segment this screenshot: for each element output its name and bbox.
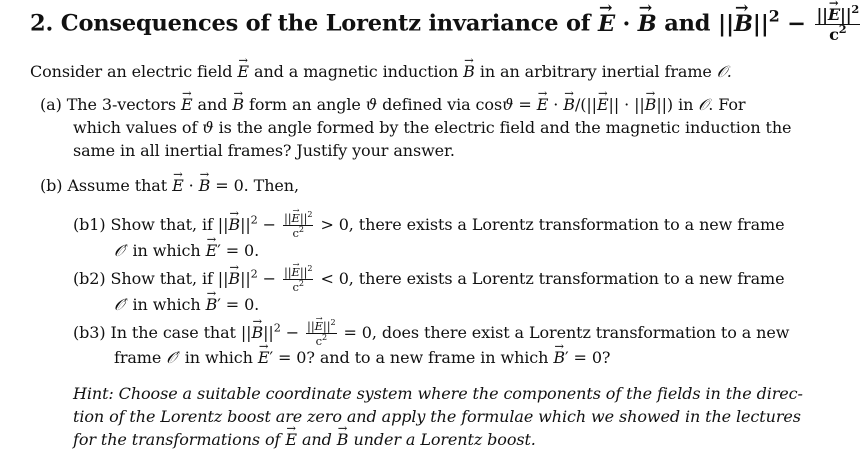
item-b1-text-1: Show that, if bbox=[110, 215, 213, 235]
item-a-text-5: in bbox=[678, 95, 694, 114]
title-formula-dot: → E · → B bbox=[598, 11, 657, 37]
item-a-text-3: form an angle bbox=[249, 95, 361, 114]
math-B: → B bbox=[463, 62, 475, 81]
item-a-text-1: The 3-vectors bbox=[66, 95, 176, 114]
item-a-text-2: and bbox=[197, 95, 228, 114]
title-formula-invariant: ||→ $B||^2$ − $\frac{||\to E||^2}{c^2}$ bbox=[718, 11, 862, 37]
intro-text-1: Consider an electric field bbox=[30, 62, 233, 81]
problem-title bbox=[30, 2, 862, 44]
item-b-text-1: Assume that bbox=[67, 176, 168, 195]
hint-line-2 bbox=[73, 407, 801, 426]
item-b3-label: (b3) bbox=[73, 323, 106, 343]
item-b3-text-4: in which bbox=[184, 348, 253, 367]
item-a-line-1: (a) The 3-vectors → E and → B form an angle ϑ defined via cosϑ = → E · → B/(||→ E|| · ||→ B||) in 𝒪. For bbox=[40, 95, 745, 115]
item-b3-text-2: = 0, does there exist a Lorentz transformation to a new bbox=[343, 323, 790, 343]
item-a-text-9: same in all inertial frames? Justify your answer. bbox=[73, 141, 455, 160]
item-b3-line-1: (b3) In the case that ||→ $B||^2$ − $\frac{||\to E||^2}{c^2}$ = 0, does there exist a Lorentz transformation to a new bbox=[73, 320, 789, 347]
item-a-line-2: which values of ϑ is the angle formed by the electric field and the magnetic induction the bbox=[73, 118, 792, 137]
item-a-text-6: . For bbox=[708, 95, 746, 114]
hint-text-2: tion of the Lorentz boost are zero and apply the formulae which we showed in the lectures bbox=[73, 407, 801, 426]
item-b2-label: (b2) bbox=[73, 269, 106, 289]
intro-line bbox=[30, 62, 732, 82]
hint-text-1: Hint: Choose a suitable coordinate system where the components of the fields in the direc- bbox=[73, 384, 803, 403]
item-b1-line-2: 𝒪′ in which → E′ = 0. bbox=[114, 241, 259, 261]
hint-text-3: for the transformations of bbox=[73, 430, 281, 449]
item-b1-label: (b1) bbox=[73, 215, 106, 235]
hint-text-5: under a Lorentz boost. bbox=[353, 430, 536, 449]
math-E: → E bbox=[237, 62, 249, 81]
item-b2-text-1: Show that, if bbox=[110, 269, 213, 289]
math-frame-O: 𝒪. bbox=[716, 62, 732, 81]
item-a-text-8: is the angle formed by the electric field and the magnetic induction the bbox=[218, 118, 792, 137]
item-b1-line-1: (b1) Show that, if ||→ $B||^2$ − $\frac{||\to E||^2}{c^2}$ > 0, there exists a Lorentz transformation to a new frame bbox=[73, 212, 784, 239]
item-b3-line-2: frame 𝒪′ in which → E′ = 0? and to a new frame in which → B′ = 0? bbox=[114, 348, 610, 368]
hint-line-3: for the transformations of → E and → B under a Lorentz boost. bbox=[73, 430, 536, 449]
item-b1-text-3: in which bbox=[132, 241, 201, 260]
problem-title-text: Consequences of the Lorentz invariance of bbox=[60, 10, 591, 37]
item-b3-text-3: frame bbox=[114, 348, 162, 367]
title-and-word: and bbox=[664, 10, 711, 37]
item-b2-text-3: in which bbox=[132, 295, 201, 314]
item-b1-text-2: > 0, there exists a Lorentz transformation to a new frame bbox=[320, 215, 785, 235]
item-a-line-3 bbox=[73, 141, 455, 160]
item-b3-text-5: and to a new frame in which bbox=[319, 348, 549, 367]
problem-number: 2. bbox=[30, 10, 54, 37]
item-a-label: (a) bbox=[40, 95, 62, 114]
item-b-label: (b) bbox=[40, 176, 63, 195]
intro-text-3: in an arbitrary inertial frame bbox=[479, 62, 712, 81]
item-b2-line-1: (b2) Show that, if ||→ $B||^2$ − $\frac{||\to E||^2}{c^2}$ < 0, there exists a Lorentz transformation to a new frame bbox=[73, 266, 784, 293]
hint-line-1 bbox=[73, 384, 803, 403]
item-b2-line-2: 𝒪′ in which → B′ = 0. bbox=[114, 295, 259, 315]
intro-text-2: and a magnetic induction bbox=[254, 62, 459, 81]
item-a-text-4: defined via cos bbox=[382, 95, 503, 114]
hint-text-4: and bbox=[301, 430, 332, 449]
item-b-line: (b) Assume that → E · → B = 0. Then, bbox=[40, 176, 299, 195]
item-b2-text-2: < 0, there exists a Lorentz transformation to a new frame bbox=[320, 269, 785, 289]
item-a-text-7: which values of bbox=[73, 118, 198, 137]
item-b-text-2: . Then, bbox=[243, 176, 299, 195]
item-b3-text-1: In the case that bbox=[110, 323, 236, 343]
